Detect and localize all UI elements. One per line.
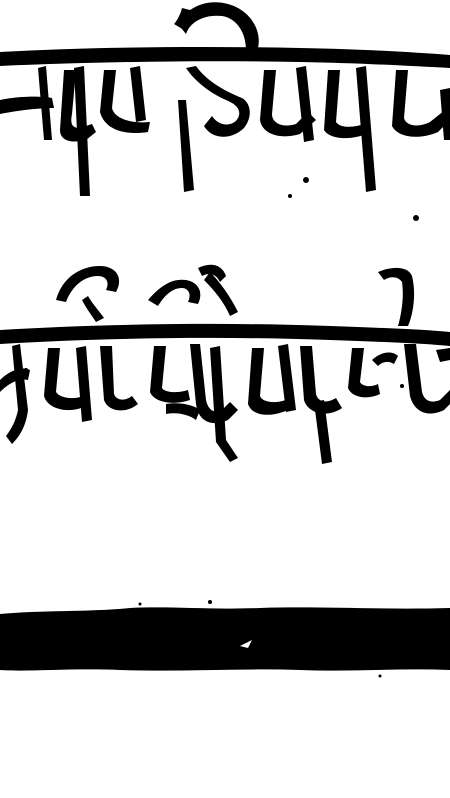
bottom-black-band (0, 600, 450, 678)
manuscript-line-1 (0, 40, 450, 130)
manuscript-line-2 (0, 300, 450, 390)
